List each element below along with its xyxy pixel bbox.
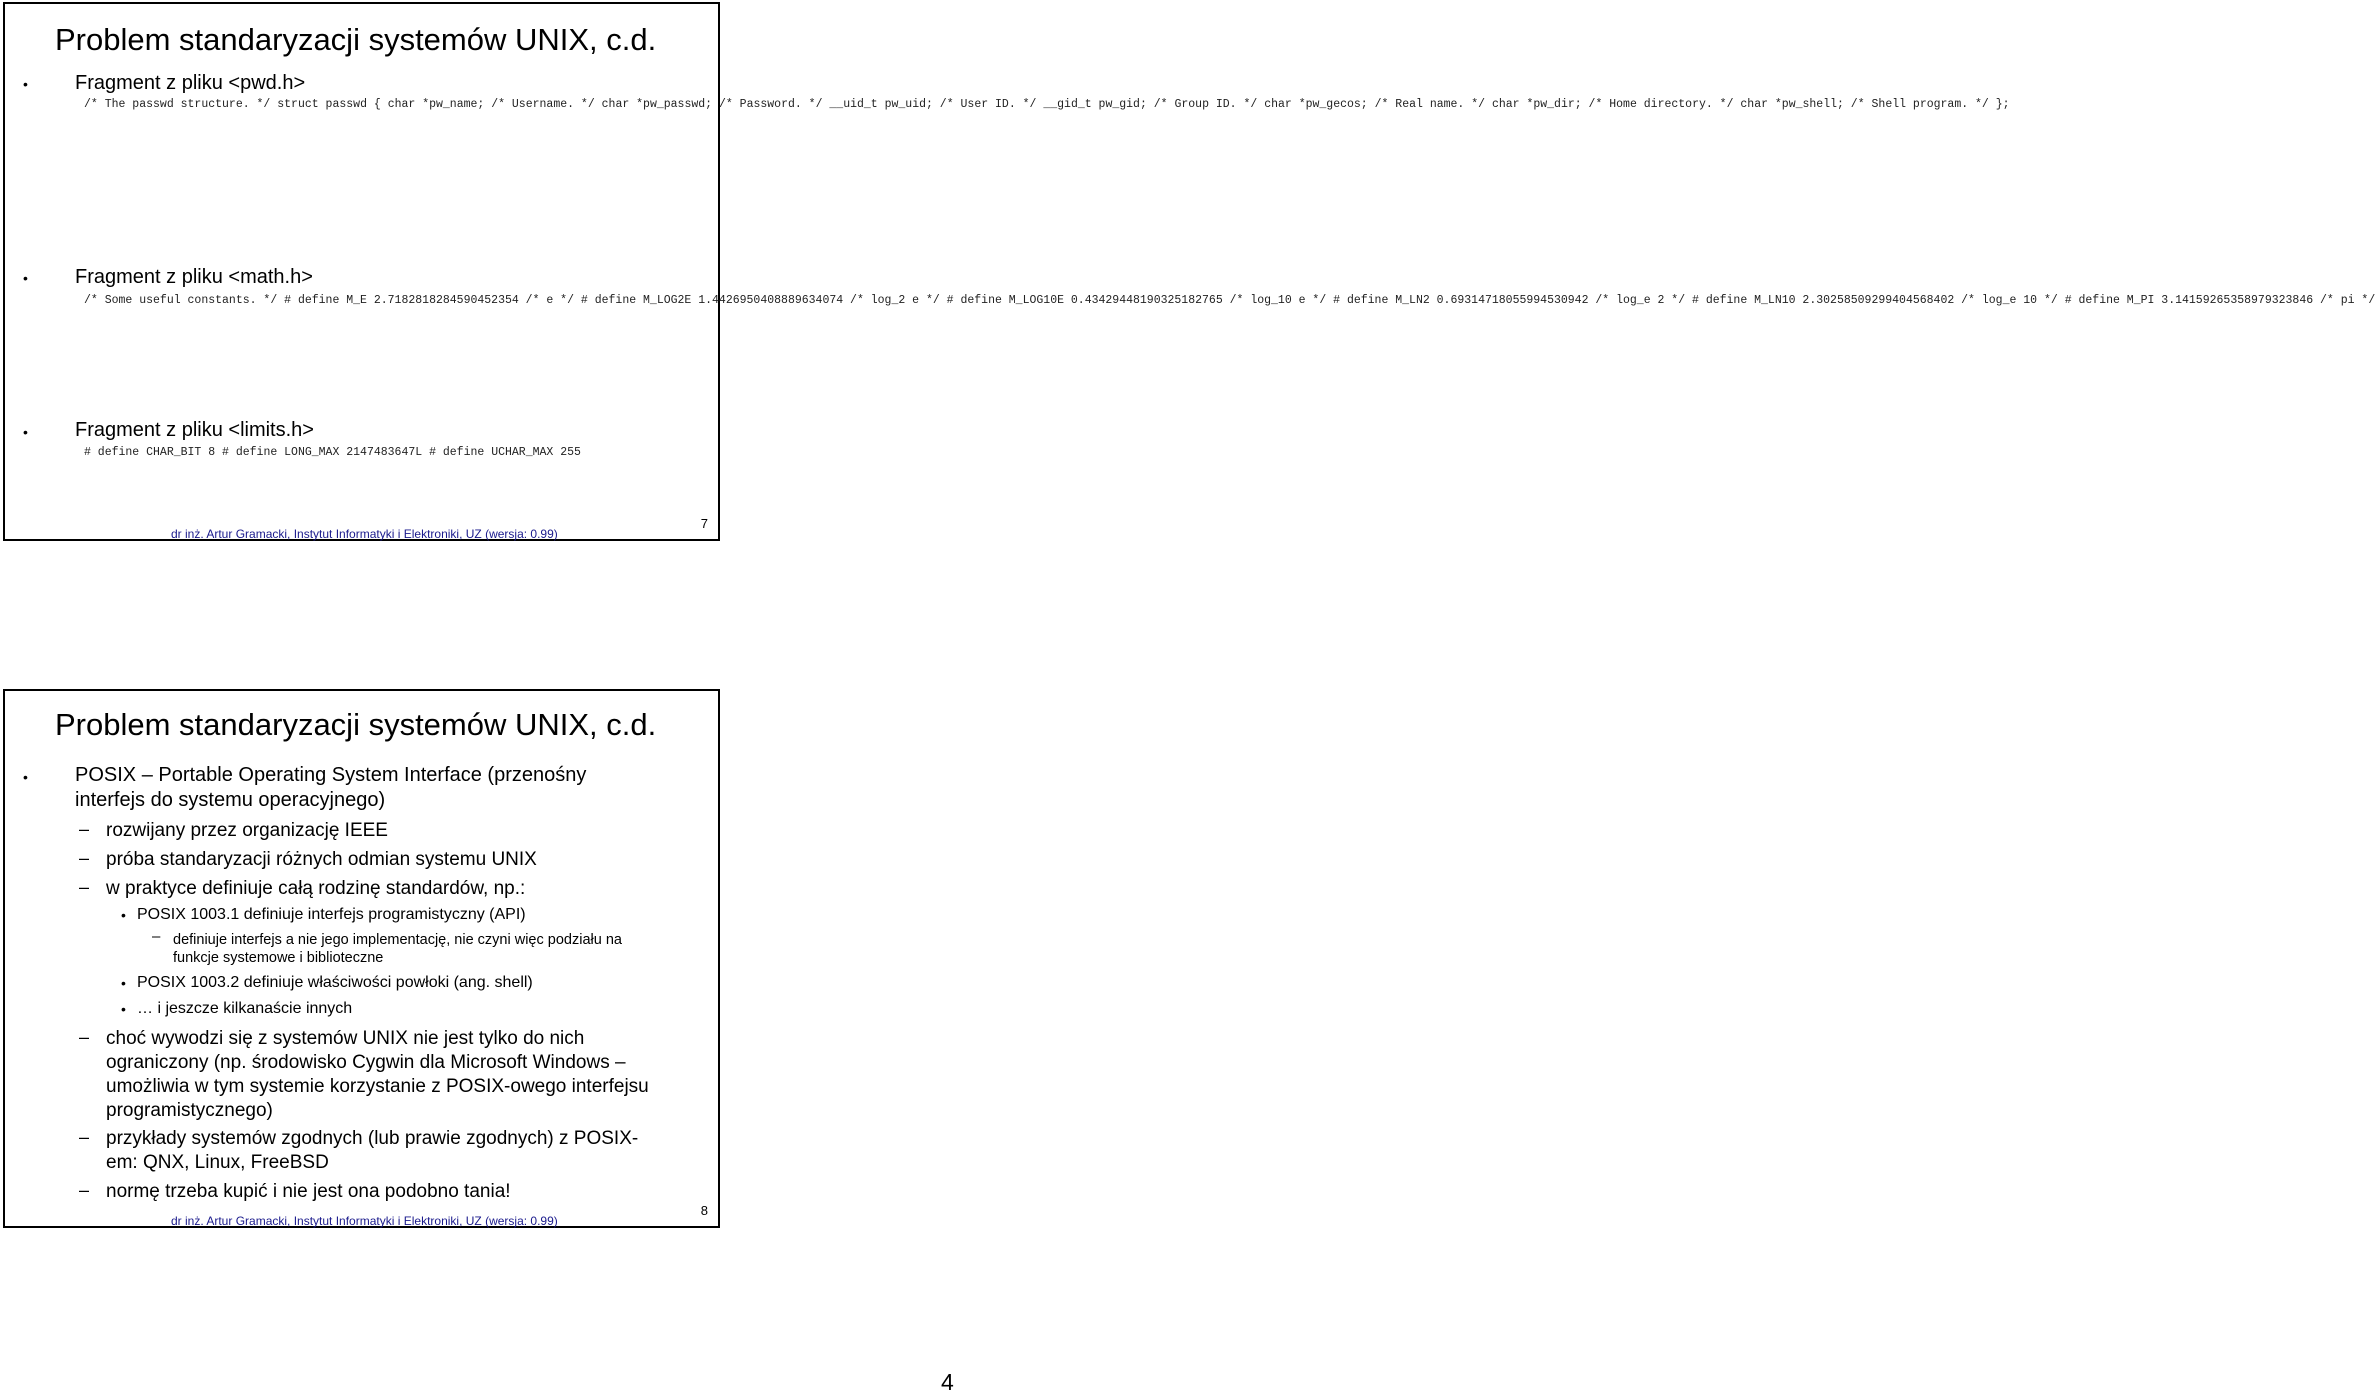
dash-icon: – xyxy=(152,928,161,945)
sub-bullet-ieee: rozwijany przez organizację IEEE xyxy=(106,820,388,841)
code-block-limits: # define CHAR_BIT 8 # define LONG_MAX 2147483647L # define UCHAR_MAX 255 xyxy=(84,446,581,459)
page-number: 4 xyxy=(941,1369,954,1395)
posix-1003-1-detail-line-1: definiuje interfejs a nie jego implementację, nie czyni więc podziału na xyxy=(173,932,622,948)
posix-item-1003-2: POSIX 1003.2 definiuje właściwości powłoki (ang. shell) xyxy=(137,974,533,991)
code-block-pwd: /* The passwd structure. */ struct passwd { char *pw_name; /* Username. */ char *pw_passwd; /* Password. */ __uid_t pw_uid; /* User ID. */ __gid_t pw_gid; /* Group ID. */ char *pw_gecos; /* Real name. */ char *pw_dir; /* Home directory. */ char *pw_shell; /* Shell program. */ }; xyxy=(84,98,2010,111)
slide-7 xyxy=(3,2,2375,541)
bullet-icon: • xyxy=(121,907,126,923)
slide-title: Problem standaryzacji systemów UNIX, c.d. xyxy=(55,707,657,742)
slide-footer: dr inż. Artur Gramacki, Instytut Informatyki i Elektroniki, UZ (wersja: 0.99) xyxy=(171,527,558,541)
dash-icon: – xyxy=(79,848,90,868)
slide-number: 8 xyxy=(700,1203,708,1218)
sub-bullet-norm-price: normę trzeba kupić i nie jest ona podobno tania! xyxy=(106,1181,511,1202)
posix-item-1003-1: POSIX 1003.1 definiuje interfejs programistyczny (API) xyxy=(137,906,526,923)
code-block-math: /* Some useful constants. */ # define M_E 2.7182818284590452354 /* e */ # define M_LOG2E 1.4426950408889634074 /* log_2 e */ # define M_LOG10E 0.43429448190325182765 /* log_10 e */ # define M_LN2 0.69314718055994530942 /* log_e 2 */ # define M_LN10 2.30258509299404568402 /* log_e 10 */ # define M_PI 3.14159265358979323846 /* pi */ xyxy=(84,294,2375,307)
bullet-icon: • xyxy=(23,76,28,92)
slide-number: 7 xyxy=(700,516,708,531)
slide-8 xyxy=(3,689,720,1228)
dash-icon: – xyxy=(79,1027,90,1047)
bullet-icon: • xyxy=(23,270,28,286)
sub-bullet-cygwin: choć wywodzi się z systemów UNIX nie jest tylko do nich ograniczony (np. środowisko Cygwin dla Microsoft Windows – umożliwia w tym systemie korzystanie z POSIX-owego interfejsu programistycznego) xyxy=(106,1028,649,1121)
posix-item-others: … i jeszcze kilkanaście innych xyxy=(137,1000,353,1017)
sub-bullet-examples: przykłady systemów zgodnych (lub prawie zgodnych) z POSIX- em: QNX, Linux, FreeBSD xyxy=(106,1128,639,1173)
bullet-posix-line-2: interfejs do systemu operacyjnego) xyxy=(75,789,386,811)
section-heading-math: Fragment z pliku <math.h> xyxy=(75,266,313,288)
dash-icon: – xyxy=(79,819,90,839)
section-heading-pwd: Fragment z pliku <pwd.h> xyxy=(75,72,306,94)
dash-icon: – xyxy=(79,1127,90,1147)
sub-bullet-standardization: próba standaryzacji różnych odmian systemu UNIX xyxy=(106,849,537,870)
bullet-icon: • xyxy=(121,975,126,991)
slide-footer: dr inż. Artur Gramacki, Instytut Informatyki i Elektroniki, UZ (wersja: 0.99) xyxy=(171,1214,558,1228)
sub-bullet-family: w praktyce definiuje całą rodzinę standardów, np.: xyxy=(106,878,526,899)
section-heading-limits: Fragment z pliku <limits.h> xyxy=(75,419,314,441)
bullet-icon: • xyxy=(23,424,28,440)
posix-1003-1-detail-line-2: funkcje systemowe i biblioteczne xyxy=(173,950,384,966)
bullet-posix-line-1: POSIX – Portable Operating System Interface (przenośny xyxy=(75,764,587,786)
bullet-icon: • xyxy=(121,1001,126,1017)
dash-icon: – xyxy=(79,877,90,897)
bullet-icon: • xyxy=(23,769,28,785)
dash-icon: – xyxy=(79,1180,90,1200)
slide-title: Problem standaryzacji systemów UNIX, c.d. xyxy=(55,22,657,57)
